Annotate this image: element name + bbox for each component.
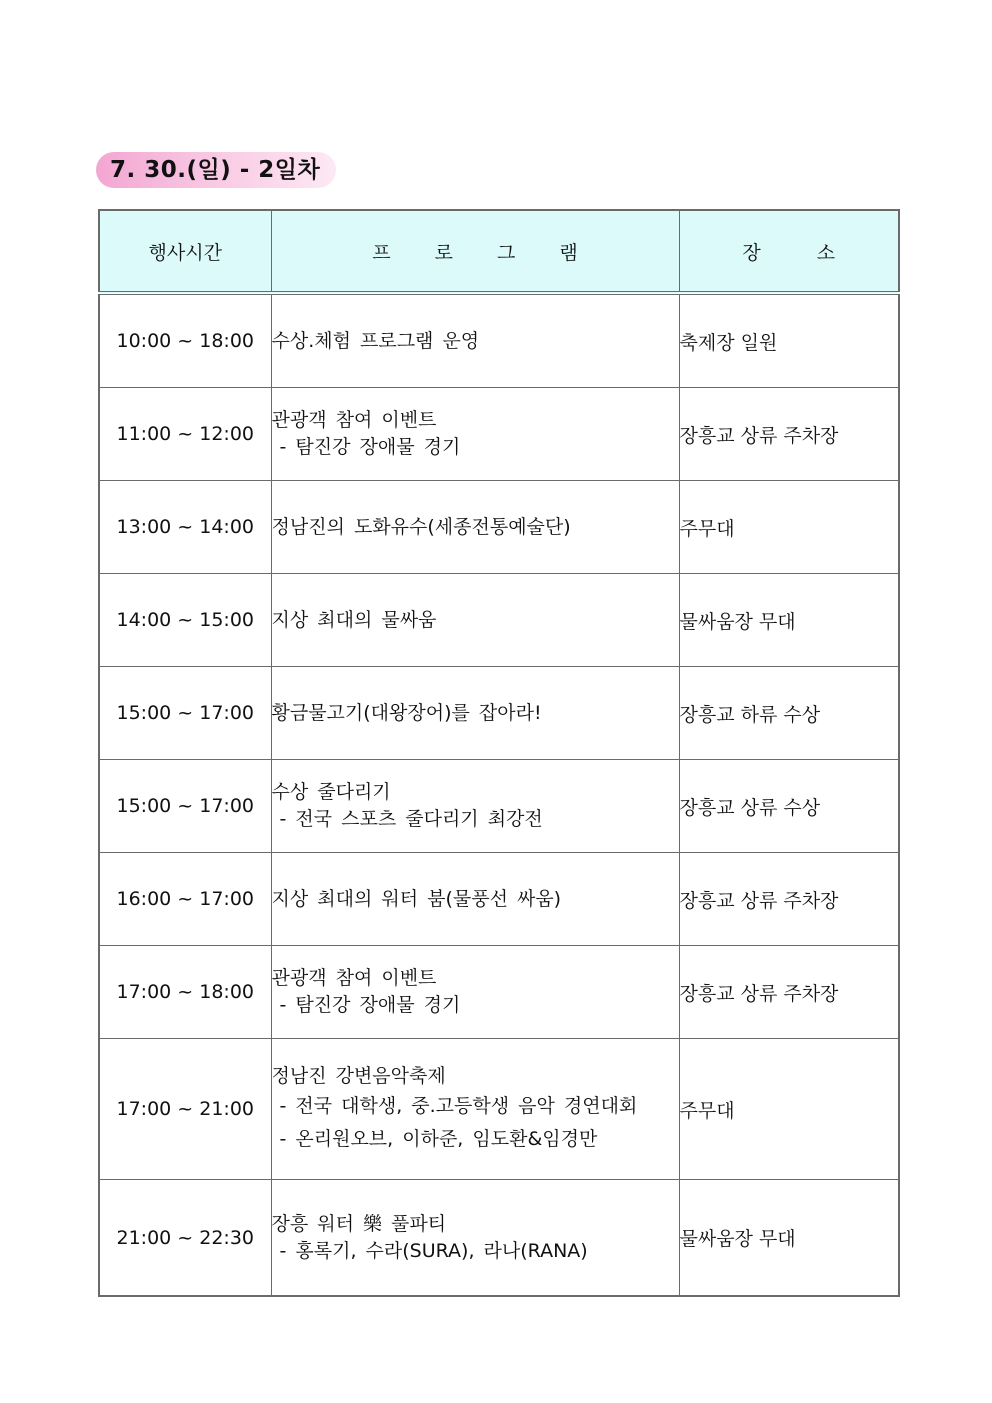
row-program bbox=[271, 946, 679, 1039]
program-detail: - 전국 스포츠 줄다리기 최강전 bbox=[279, 808, 543, 830]
table-row bbox=[99, 293, 899, 388]
row-program bbox=[271, 760, 679, 853]
row-place: 주무대 bbox=[679, 481, 899, 574]
row-time: 17:00 ~ 18:00 bbox=[99, 946, 271, 1039]
program-detail: - 탐진강 장애물 경기 bbox=[279, 994, 461, 1016]
header-time: 행사시간 bbox=[99, 210, 271, 293]
row-program bbox=[271, 1180, 679, 1297]
table-row bbox=[99, 574, 899, 667]
row-place: 장흥교 상류 주차장 bbox=[679, 388, 899, 481]
program-title: 정남진 강변음악축제 bbox=[271, 1064, 446, 1087]
table-row bbox=[99, 481, 899, 574]
row-program bbox=[271, 388, 679, 481]
program-title: 관광객 참여 이벤트 bbox=[271, 967, 437, 989]
program-title: 정남진의 도화유수(세종전통예술단) bbox=[271, 515, 571, 538]
program-title: 지상 최대의 물싸움 bbox=[271, 608, 437, 631]
program-detail: - 온리원오브, 이하준, 임도환&임경만 bbox=[279, 1127, 598, 1150]
row-place: 장흥교 하류 수상 bbox=[679, 667, 899, 760]
table-row bbox=[99, 853, 899, 946]
row-program bbox=[271, 574, 679, 667]
row-place: 장흥교 상류 주차장 bbox=[679, 853, 899, 946]
row-time: 13:00 ~ 14:00 bbox=[99, 481, 271, 574]
day-heading: 7. 30.(일) - 2일차 bbox=[110, 157, 321, 183]
table-row bbox=[99, 667, 899, 760]
row-place: 주무대 bbox=[679, 1039, 899, 1180]
row-program bbox=[271, 1039, 679, 1180]
program-title: 황금물고기(대왕장어)를 잡아라! bbox=[271, 701, 542, 724]
program-title: 지상 최대의 워터 붐(물풍선 싸움) bbox=[271, 887, 562, 910]
day-heading-badge bbox=[96, 152, 336, 188]
row-place: 축제장 일원 bbox=[679, 293, 899, 388]
row-time: 17:00 ~ 21:00 bbox=[99, 1039, 271, 1180]
table-header-row bbox=[99, 210, 899, 293]
table-row bbox=[99, 1039, 899, 1180]
table-row bbox=[99, 760, 899, 853]
row-place: 장흥교 상류 주차장 bbox=[679, 946, 899, 1039]
program-title: 관광객 참여 이벤트 bbox=[271, 409, 437, 431]
row-time: 15:00 ~ 17:00 bbox=[99, 760, 271, 853]
row-time: 16:00 ~ 17:00 bbox=[99, 853, 271, 946]
program-title: 수상.체험 프로그램 운영 bbox=[271, 329, 480, 352]
row-time: 11:00 ~ 12:00 bbox=[99, 388, 271, 481]
row-time: 10:00 ~ 18:00 bbox=[99, 293, 271, 388]
program-detail: - 홍록기, 수라(SURA), 라나(RANA) bbox=[279, 1239, 588, 1262]
row-place: 물싸움장 무대 bbox=[679, 574, 899, 667]
table-row bbox=[99, 388, 899, 481]
header-place: 장 소 bbox=[679, 210, 899, 293]
row-time: 21:00 ~ 22:30 bbox=[99, 1180, 271, 1297]
program-detail: - 전국 대학생, 중.고등학생 음악 경연대회 bbox=[279, 1094, 638, 1117]
schedule-table bbox=[98, 209, 900, 1297]
row-place: 물싸움장 무대 bbox=[679, 1180, 899, 1297]
row-program bbox=[271, 853, 679, 946]
table-row bbox=[99, 946, 899, 1039]
table-row bbox=[99, 1180, 899, 1297]
row-time: 15:00 ~ 17:00 bbox=[99, 667, 271, 760]
program-detail: - 탐진강 장애물 경기 bbox=[279, 436, 461, 458]
row-program bbox=[271, 667, 679, 760]
row-program bbox=[271, 293, 679, 388]
row-program bbox=[271, 481, 679, 574]
row-place: 장흥교 상류 수상 bbox=[679, 760, 899, 853]
row-time: 14:00 ~ 15:00 bbox=[99, 574, 271, 667]
header-program: 프 로 그 램 bbox=[271, 210, 679, 293]
program-title: 수상 줄다리기 bbox=[271, 781, 391, 803]
program-title: 장흥 워터 樂 풀파티 bbox=[271, 1212, 447, 1235]
